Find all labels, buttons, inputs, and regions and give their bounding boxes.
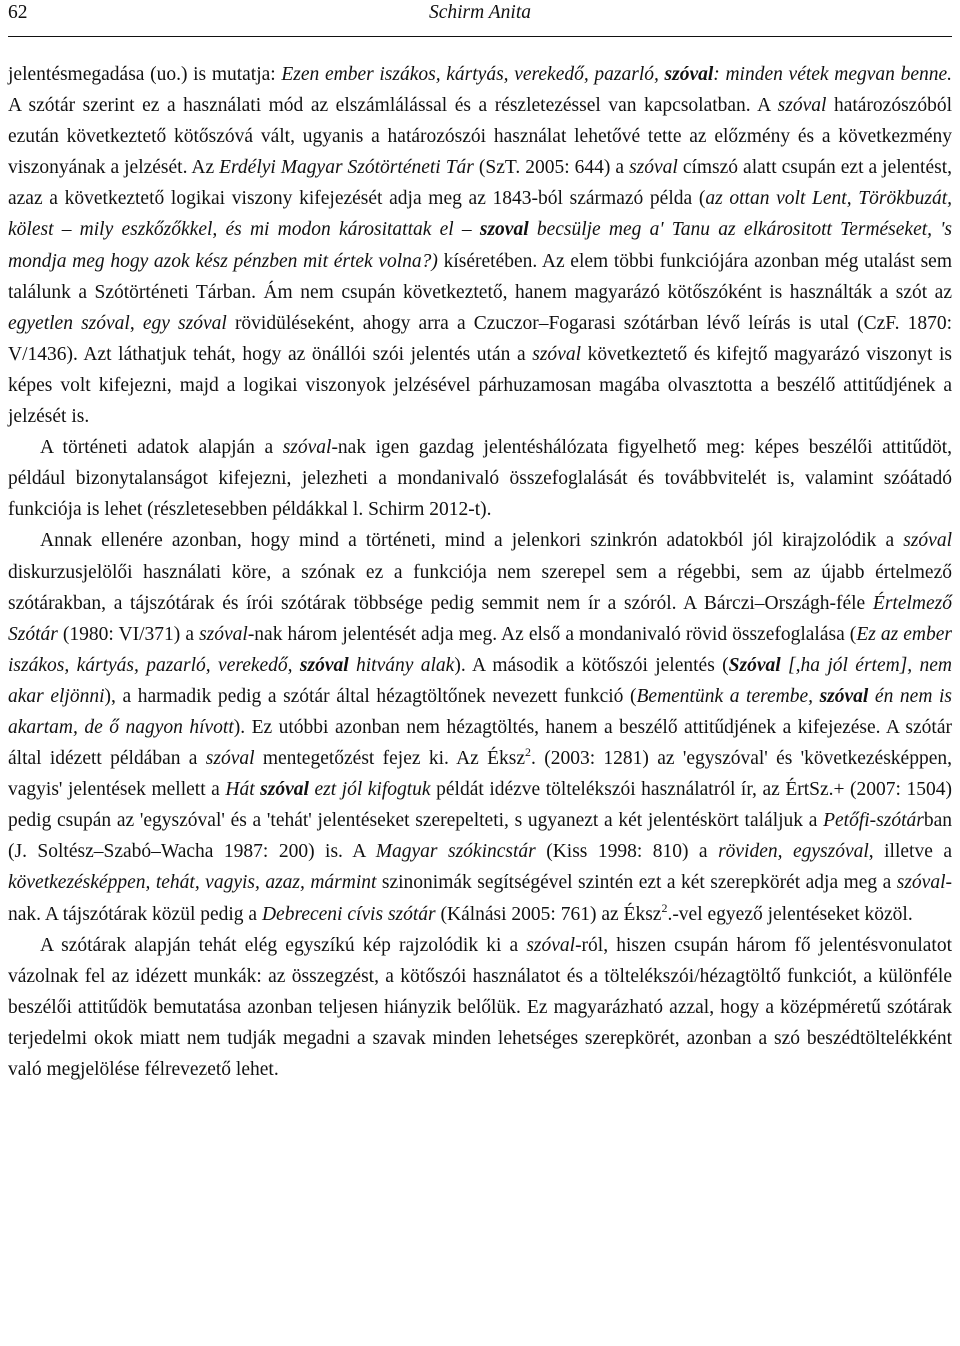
text-run: Annak ellenére azonban, hogy mind a történeti, mind a jelenkori szinkrón adatokból jól kirajzolódik a [40,530,904,552]
italic-text: Ez az ember iszákos, kártyás, pazarló, verekedő, [8,623,953,676]
text-run: ban (J. Soltész–Szabó–Wacha 1987: 200) is. A [8,810,952,863]
italic-text: Debreceni cívis szótár [261,903,436,925]
italic-text: Petőfi-szótár [823,810,924,832]
text-run: következtető és kifejtő magyarázó viszonyt is képes volt kifejezni, majd a logikai viszonyok jelzésével párhuzamosan magába olvasztotta a beszélő attitűdjének a jelzését is. [8,343,952,428]
text-run: A szótárak alapján tehát elég egyszíkú kép rajzolódik ki a [40,934,527,956]
text-run: -nak három jelentését adja meg. Az első a mondanivaló rövid összefoglalása ( [247,623,857,645]
running-head-author: Schirm Anita [428,2,531,23]
bold-italic-term: szóval [819,685,869,707]
italic-text: röviden, egyszóval [718,841,869,863]
text-run: (1980: VI/371) a [57,623,200,645]
italic-text: ezt jól kifogtuk [308,779,431,801]
text-run: ), a harmadik pedig a szótár által hézagtöltőnek nevezett funkció ( [104,685,637,707]
italic-text: következésképpen, tehát, vagyis, azaz, mármint [8,872,377,894]
italic-text: szóval [903,530,952,552]
italic-text: [,ha jól értem], nem akar eljönni [8,654,952,707]
italic-text: az ottan volt Lent, Törökbuzát, kölest – mily eszkőzőkkel, és mi modon kárositattak el – [8,188,952,241]
text-run: címszó alatt csupán ezt a jelentést, azaz a következtető logikai viszony kifejezését adja meg az 1843-ból származó példa ( [8,157,952,210]
text-run: határozószóból ezután következtető kötőszóvá vált, ugyanis a határozószói használat lehetővé tette az előzmény és a következmény viszonyának a jelzését. Az [8,95,952,179]
text-run: -ról, hiszen csupán három fő jelentésvonulatot vázolnak fel az idézett munkák: az összegzést, a kötőszói használatot és a töltelékszói/hézagtöltő funkciót, a különféle beszélői attitűdök bemutatása azonban teljesen hiányzik belőlük. Ez magyarázható azzal, hogy a középméretű szótárak terjedelmi okok miatt nem tudják megadni a szavak minden lehetséges szerepkörét, azonban a szó beszédtöltelékként való megjelölése félrevezető lehet. [8,934,952,1080]
text-run: (SzT. 2005: 644) a [473,157,630,179]
superscript: 2 [661,900,668,915]
italic-text: Ezen ember iszákos, kártyás, verekedő, pazarló, [281,64,665,85]
text-run: A szótár szerint ez a használati mód az elszámlálással és a részletezéssel van kapcsolatban. A [8,95,778,117]
text-run: .-vel egyező jelentéseket közöl. [667,903,913,925]
italic-text: Értelmező Szótár [8,592,952,645]
text-run: -nak. A tájszótárak közül pedig a [8,872,952,925]
italic-text: szóval [777,95,827,117]
superscript: 2 [525,745,532,760]
paragraph [8,930,952,1085]
italic-text: én nem is akartam, de ő nagyon hívott [8,685,952,738]
bold-italic-term: szóval [260,779,309,801]
text-run: rövidüléseként, ahogy arra a Czuczor–Fogarasi szótárban lévő leírás is utal (CzF. 1870: V/1436). Azt láthatjuk tehát, hogy az önállói szói jelentés után a [8,312,953,365]
page-header [8,0,952,26]
italic-text: szóval [526,934,576,956]
body-text [8,59,952,1085]
text-run: ). A második a kötőszói jelentés ( [454,654,729,676]
paragraph [8,525,952,929]
italic-text: : minden vétek megvan benne. [713,64,952,85]
text-run: A történeti adatok alapján a [40,437,283,459]
text-run: . (2003: 1281) az 'egyszóval' és 'következésképpen, vagyis' jelentések mellett a [8,748,952,801]
text-run: kíséretében. Az elem többi funkciójára azonban még utalást sem találunk a Szótörténeti Tárban. Ám nem csupán következtető, hanem magyarázó kötőszóként is használták a szót az [8,250,952,303]
italic-text: Hát [225,779,261,801]
text-run: (Kálnási 2005: 761) az Éksz [435,903,662,925]
page-number: 62 [8,2,28,23]
italic-text: szóval [532,343,581,365]
bold-italic-term: szoval [479,219,529,241]
text-run: szinonimák segítségével szintén ezt a két szerepkörét adja meg a [376,872,897,894]
text-run: (Kiss 1998: 810) a [535,841,719,863]
italic-text: szóval [205,748,255,770]
bold-italic-term: szóval [299,654,349,676]
italic-text: becsülje meg a' Tanu az elkárositott Terméseket, 's mondja meg hogy azok kész pénzben mit értek volna?) [8,219,952,272]
italic-text: egyetlen szóval [8,312,130,334]
text-run: mentegetőzést fejez ki. Az Éksz [254,748,526,770]
paragraph [8,432,952,525]
italic-text: szóval [199,623,248,645]
bold-italic-term: Szóval [728,654,781,676]
bold-italic-term: szóval [664,64,714,85]
italic-text: Magyar szókincstár [375,841,536,863]
italic-text: Bementünk a terembe, [636,685,820,707]
italic-text: szóval [629,157,678,179]
header-rule [8,36,952,37]
text-run: diskurzusjelölői használati köre, a szónak ez a funkciója nem szerepel sem a régebbi, sem az újabb értelmező szótárakban, a tájszótárak és írói szótárak többsége pedig semmit nem ír a szóról. A Bárczi–Országh-féle [8,561,952,614]
text-run: , [129,312,143,334]
paragraph [8,59,952,432]
italic-text: hitvány alak [348,654,455,676]
text-run: jelentésmegadása (uo.) is mutatja: [8,64,282,85]
italic-text: szóval [282,437,332,459]
text-run: -nak igen gazdag jelentéshálózata figyelhető meg: képes beszélői attitűdöt, például bizonytalanságot kifejezni, jelezheti a mondanivaló összefoglalását és továbbvitelét is, valamint szóátadó funkciója is lehet (részletesebben példákkal l. Schirm 2012-t). [8,437,953,521]
italic-text: egy szóval [142,312,227,334]
text-run: ). Ez utóbbi azonban nem hézagtöltés, hanem a beszélő attitűdjének a kifejezése. A szótár által idézett példában a [8,716,952,770]
text-run: , illetve a [868,841,952,863]
italic-text: Erdélyi Magyar Szótörténeti Tár [219,157,474,179]
italic-text: szóval [896,872,946,894]
text-run: példát idézve töltelékszói használatról ír, az ÉrtSz.+ (2007: 1504) pedig csupán az 'egyszóval' és a 'tehát' jelentéseket szerepelteti, s ugyanezt a két jelentéskört találjuk a [8,779,952,832]
